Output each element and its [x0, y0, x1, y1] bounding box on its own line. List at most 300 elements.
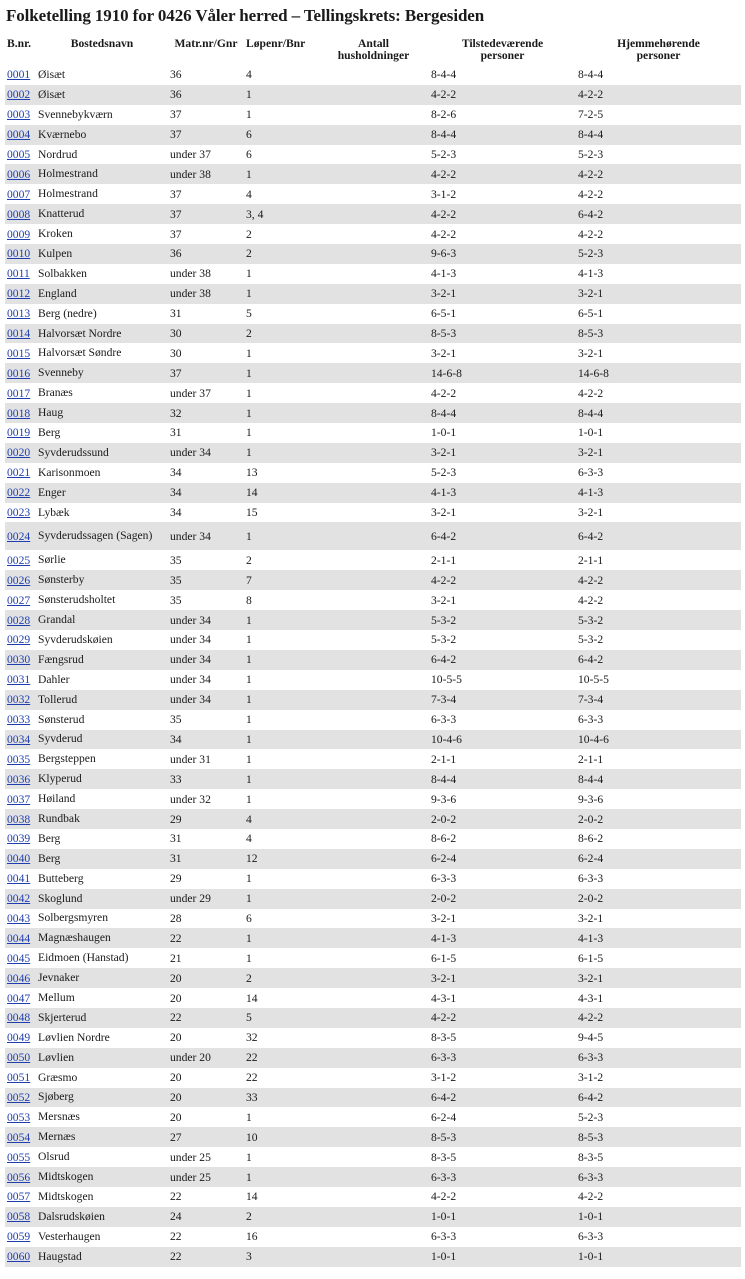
bnr-link[interactable]: 0015	[7, 346, 31, 360]
cell-bostedsnavn: Skjerterud	[36, 1008, 168, 1028]
bnr-link[interactable]: 0030	[7, 653, 31, 667]
cell-matr: under 34	[168, 610, 244, 630]
cell-matr: 37	[170, 227, 182, 241]
cell-hjemme: 2-0-2	[576, 809, 741, 829]
bnr-link[interactable]: 0023	[7, 506, 31, 520]
table-row	[5, 570, 741, 590]
table-row	[5, 522, 741, 550]
table-row	[5, 730, 741, 750]
cell-antall	[318, 1028, 429, 1048]
bnr-link[interactable]: 0040	[7, 852, 31, 866]
bnr-link[interactable]: 0006	[7, 167, 31, 181]
cell-bostedsnavn: Tollerud	[36, 690, 168, 710]
cell-bostedsnavn: Solbakken	[38, 266, 87, 280]
bnr-link[interactable]: 0031	[7, 673, 31, 687]
cell-lopenr: 8	[246, 593, 252, 607]
bnr-link[interactable]: 0038	[7, 812, 31, 826]
cell-bnr	[5, 244, 36, 264]
cell-lopenr: 1	[244, 1167, 318, 1187]
cell-hjemme: 8-6-2	[578, 832, 604, 846]
cell-bostedsnavn: Knatterud	[36, 204, 168, 224]
bnr-link[interactable]: 0005	[7, 148, 31, 161]
cell-tilstede: 3-1-2	[431, 187, 457, 201]
cell-bnr	[5, 1227, 36, 1247]
cell-bnr	[5, 343, 36, 363]
cell-lopenr: 5	[246, 307, 252, 321]
cell-bnr	[5, 224, 36, 244]
cell-bnr	[5, 590, 36, 610]
cell-antall	[318, 204, 429, 224]
bnr-link[interactable]: 0052	[7, 1090, 31, 1104]
bnr-link[interactable]: 0046	[7, 971, 31, 985]
cell-antall	[318, 650, 429, 670]
col-header-tilstede	[429, 36, 576, 65]
cell-tilstede: 6-5-1	[431, 307, 457, 321]
cell-tilstede: 8-4-4	[429, 403, 576, 423]
cell-hjemme: 2-1-1	[578, 752, 604, 766]
cell-matr: 20	[168, 968, 244, 988]
cell-bnr	[5, 184, 36, 204]
bnr-link[interactable]: 0008	[7, 207, 31, 221]
cell-antall	[318, 105, 429, 125]
cell-antall	[318, 630, 429, 650]
cell-tilstede: 4-2-2	[431, 227, 457, 241]
bnr-link[interactable]: 0016	[7, 366, 31, 380]
table-body	[5, 65, 741, 1267]
cell-matr: 22	[170, 1230, 182, 1244]
cell-antall	[318, 522, 429, 550]
cell-bostedsnavn: Dalsrudskøien	[36, 1207, 168, 1227]
cell-tilstede: 4-1-3	[429, 928, 576, 948]
cell-lopenr: 1	[244, 403, 318, 423]
bnr-link[interactable]: 0045	[7, 951, 31, 965]
cell-antall	[318, 224, 429, 244]
cell-hjemme: 8-4-4	[576, 403, 741, 423]
cell-bostedsnavn: Jevnaker	[36, 968, 168, 988]
cell-tilstede: 6-4-2	[429, 650, 576, 670]
cell-tilstede: 2-0-2	[429, 889, 576, 909]
cell-hjemme: 1-0-1	[578, 426, 604, 440]
cell-lopenr: 1	[244, 769, 318, 789]
cell-tilstede: 4-1-3	[431, 267, 457, 281]
cell-antall	[318, 1048, 429, 1068]
bnr-link[interactable]: 0057	[7, 1190, 31, 1204]
cell-lopenr: 22	[244, 1048, 318, 1068]
cell-bnr	[5, 869, 36, 889]
cell-matr: 30	[170, 346, 182, 360]
cell-hjemme: 3-2-1	[578, 506, 604, 520]
table-row	[5, 590, 741, 610]
cell-bnr	[5, 730, 36, 750]
cell-lopenr: 1	[246, 1110, 252, 1124]
cell-bostedsnavn: Berg (nedre)	[38, 306, 97, 320]
cell-bostedsnavn: Lybæk	[38, 505, 70, 519]
cell-bnr	[5, 550, 36, 570]
cell-matr: under 37	[170, 386, 211, 400]
cell-bnr	[5, 204, 36, 224]
cell-matr: 29	[168, 809, 244, 829]
cell-hjemme: 6-3-3	[578, 466, 604, 480]
cell-hjemme: 1-0-1	[576, 1207, 741, 1227]
cell-bnr	[5, 403, 36, 423]
cell-lopenr: 1	[246, 951, 252, 965]
cell-bnr	[5, 463, 36, 483]
cell-lopenr: 3, 4	[244, 204, 318, 224]
cell-bnr	[5, 264, 36, 284]
col-header-tilstede-line2: personer	[480, 49, 525, 62]
bnr-link[interactable]: 0010	[7, 247, 31, 261]
cell-bostedsnavn: Græsmo	[38, 1070, 78, 1084]
table-row	[5, 363, 741, 383]
bnr-link[interactable]: 0029	[7, 633, 31, 647]
bnr-link[interactable]: 0007	[7, 187, 31, 201]
cell-hjemme: 4-2-2	[578, 1190, 604, 1204]
cell-bostedsnavn: England	[36, 284, 168, 304]
cell-matr: under 32	[170, 792, 211, 806]
table-row	[5, 184, 741, 204]
cell-lopenr: 1	[246, 713, 252, 727]
cell-bnr	[5, 690, 36, 710]
table-row	[5, 809, 741, 829]
cell-antall	[318, 610, 429, 630]
cell-matr: under 34	[168, 650, 244, 670]
cell-antall	[318, 1187, 429, 1207]
cell-tilstede: 8-3-5	[431, 1031, 457, 1045]
cell-hjemme: 5-2-3	[578, 148, 604, 161]
cell-antall	[318, 789, 429, 809]
bnr-link[interactable]: 0017	[7, 386, 31, 400]
cell-matr: 31	[170, 307, 182, 321]
cell-bnr	[5, 503, 36, 523]
table-row	[5, 1068, 741, 1088]
table-row	[5, 1147, 741, 1167]
bnr-link[interactable]: 0026	[7, 573, 31, 587]
cell-antall	[318, 1167, 429, 1187]
table-row	[5, 1107, 741, 1127]
cell-antall	[318, 909, 429, 929]
cell-matr: 31	[168, 849, 244, 869]
cell-tilstede: 1-0-1	[431, 426, 457, 440]
bnr-link[interactable]: 0055	[7, 1150, 31, 1164]
cell-antall	[318, 869, 429, 889]
col-header-antall	[318, 36, 429, 65]
cell-lopenr: 1	[246, 633, 252, 647]
cell-matr: 22	[168, 1247, 244, 1267]
cell-hjemme: 5-3-2	[578, 633, 604, 647]
cell-lopenr: 32	[246, 1031, 258, 1045]
cell-tilstede: 4-3-1	[431, 991, 457, 1005]
table-row	[5, 423, 741, 443]
cell-tilstede: 8-4-4	[431, 68, 457, 82]
bnr-link[interactable]: 0004	[7, 128, 31, 142]
cell-bnr	[5, 889, 36, 909]
bnr-link[interactable]: 0041	[7, 872, 31, 886]
cell-matr: under 34	[168, 690, 244, 710]
bnr-link[interactable]: 0021	[7, 466, 31, 480]
cell-hjemme: 6-4-2	[576, 1088, 741, 1108]
col-header-matr: Matr.nr/Gnr	[174, 37, 238, 50]
cell-bostedsnavn: Løvlien	[36, 1048, 168, 1068]
table-row	[5, 769, 741, 789]
bnr-link[interactable]: 0058	[7, 1210, 31, 1224]
cell-matr: 22	[170, 1190, 182, 1204]
table-row	[5, 909, 741, 929]
cell-bnr	[5, 630, 36, 650]
bnr-link[interactable]: 0054	[7, 1130, 31, 1144]
cell-matr: under 25	[168, 1167, 244, 1187]
table-row	[5, 610, 741, 630]
cell-matr: 22	[168, 1008, 244, 1028]
cell-bostedsnavn: Berg	[38, 831, 61, 845]
bnr-link[interactable]: 0002	[7, 88, 31, 102]
cell-tilstede: 8-3-5	[431, 1150, 457, 1164]
cell-bostedsnavn: Klyperud	[36, 769, 168, 789]
cell-lopenr: 10	[244, 1127, 318, 1147]
table-row	[5, 1048, 741, 1068]
cell-matr: 36	[170, 68, 182, 82]
cell-lopenr: 1	[246, 426, 252, 440]
cell-antall	[318, 483, 429, 503]
bnr-link[interactable]: 0042	[7, 892, 31, 906]
cell-bnr	[5, 105, 36, 125]
bnr-link[interactable]: 0022	[7, 486, 31, 500]
cell-hjemme: 3-2-1	[578, 346, 604, 360]
bnr-link[interactable]: 0035	[7, 752, 31, 766]
bnr-link[interactable]: 0018	[7, 406, 31, 420]
bnr-link[interactable]: 0044	[7, 931, 31, 945]
cell-tilstede: 1-0-1	[429, 1247, 576, 1267]
bnr-link[interactable]: 0049	[7, 1031, 31, 1045]
bnr-link[interactable]: 0009	[7, 227, 31, 241]
bnr-link[interactable]: 0037	[7, 792, 31, 806]
bnr-link[interactable]: 0050	[7, 1051, 31, 1065]
cell-tilstede: 6-3-3	[429, 1048, 576, 1068]
bnr-link[interactable]: 0056	[7, 1170, 31, 1184]
cell-hjemme: 6-3-3	[578, 713, 604, 727]
bnr-link[interactable]: 0028	[7, 613, 31, 627]
cell-hjemme: 9-3-6	[578, 792, 604, 806]
table-row	[5, 244, 741, 264]
cell-hjemme: 5-2-3	[576, 244, 741, 264]
cell-matr: 31	[170, 832, 182, 846]
bnr-link[interactable]: 0014	[7, 327, 31, 341]
cell-tilstede: 6-4-2	[429, 522, 576, 550]
cell-antall	[318, 670, 429, 690]
cell-bostedsnavn: Syvderud	[36, 730, 168, 750]
cell-antall	[318, 1247, 429, 1267]
cell-bnr	[5, 164, 36, 184]
cell-hjemme: 4-2-2	[576, 85, 741, 105]
cell-matr: 29	[170, 872, 182, 886]
bnr-link[interactable]: 0039	[7, 832, 31, 846]
bnr-link[interactable]: 0032	[7, 693, 31, 707]
cell-bnr	[5, 1207, 36, 1227]
cell-bostedsnavn: Halvorsæt Søndre	[38, 346, 122, 360]
cell-tilstede: 6-1-5	[431, 951, 457, 965]
cell-matr: 35	[168, 570, 244, 590]
cell-bnr	[5, 483, 36, 503]
cell-tilstede: 6-2-4	[429, 849, 576, 869]
cell-hjemme: 6-4-2	[576, 204, 741, 224]
cell-bostedsnavn: Grandal	[36, 610, 168, 630]
cell-tilstede: 4-2-2	[429, 1008, 576, 1028]
cell-hjemme: 6-3-3	[576, 1167, 741, 1187]
cell-bostedsnavn: Solbergsmyren	[38, 911, 108, 925]
cell-bostedsnavn: Løvlien Nordre	[38, 1030, 110, 1044]
cell-bostedsnavn: Holmestrand	[38, 187, 98, 201]
col-header-antall-line2: husholdninger	[337, 49, 410, 62]
cell-lopenr: 1	[244, 730, 318, 750]
bnr-link[interactable]: 0024	[7, 529, 31, 543]
table-row	[5, 1127, 741, 1147]
census-table	[5, 36, 741, 1267]
col-header-tilstede-line1: Tilstedeværende	[461, 37, 544, 50]
cell-lopenr: 1	[246, 346, 252, 360]
cell-bostedsnavn: Holmestrand	[36, 164, 168, 184]
cell-hjemme: 3-2-1	[576, 443, 741, 463]
cell-hjemme: 7-2-5	[578, 108, 604, 122]
bnr-link[interactable]: 0053	[7, 1110, 31, 1124]
cell-matr: 36	[168, 85, 244, 105]
cell-bnr	[5, 1088, 36, 1108]
cell-hjemme: 6-1-5	[578, 951, 604, 965]
cell-matr: under 37	[170, 148, 211, 161]
cell-bostedsnavn: Kværnebo	[36, 125, 168, 145]
cell-antall	[318, 65, 429, 85]
table-row	[5, 829, 741, 849]
cell-matr: under 34	[170, 633, 211, 647]
bnr-link[interactable]: 0043	[7, 911, 31, 925]
cell-matr: 20	[168, 1088, 244, 1108]
table-row	[5, 1167, 741, 1187]
bnr-link[interactable]: 0011	[7, 267, 30, 281]
table-row	[5, 928, 741, 948]
cell-bostedsnavn: Syvderudssund	[36, 443, 168, 463]
cell-bnr	[5, 363, 36, 383]
cell-bnr	[5, 1048, 36, 1068]
cell-lopenr: 1	[244, 889, 318, 909]
cell-lopenr: 1	[246, 673, 252, 687]
table-row	[5, 1008, 741, 1028]
table-row	[5, 1247, 741, 1267]
cell-bnr	[5, 324, 36, 344]
cell-bostedsnavn: Nordrud	[38, 147, 78, 161]
bnr-link[interactable]: 0003	[7, 108, 31, 122]
bnr-link[interactable]: 0047	[7, 991, 31, 1005]
bnr-link[interactable]: 0048	[7, 1011, 31, 1025]
cell-tilstede: 8-2-6	[431, 108, 457, 122]
cell-bostedsnavn: Mellum	[38, 991, 75, 1005]
bnr-link[interactable]: 0027	[7, 593, 31, 607]
bnr-link[interactable]: 0059	[7, 1230, 31, 1244]
col-header-hjemme-line1: Hjemmehørende	[617, 37, 700, 50]
cell-hjemme: 3-1-2	[578, 1071, 604, 1085]
cell-lopenr: 2	[246, 227, 252, 241]
cell-matr: 28	[170, 911, 182, 925]
table-row	[5, 849, 741, 869]
cell-tilstede: 8-6-2	[431, 832, 457, 846]
cell-tilstede: 4-2-2	[429, 570, 576, 590]
cell-lopenr: 1	[246, 386, 252, 400]
bnr-link[interactable]: 0001	[7, 68, 31, 82]
cell-antall	[318, 403, 429, 423]
cell-tilstede: 5-3-2	[429, 610, 576, 630]
cell-lopenr: 3	[244, 1247, 318, 1267]
cell-antall	[318, 443, 429, 463]
bnr-link[interactable]: 0025	[7, 553, 31, 567]
cell-bnr	[5, 1127, 36, 1147]
cell-matr: 32	[168, 403, 244, 423]
cell-bostedsnavn: Midtskogen	[38, 1189, 94, 1203]
cell-bostedsnavn: Svennebykværn	[38, 107, 113, 121]
table-row	[5, 483, 741, 503]
cell-bostedsnavn: Bergsteppen	[38, 752, 96, 766]
cell-lopenr: 2	[244, 968, 318, 988]
table-row	[5, 1088, 741, 1108]
cell-bnr	[5, 65, 36, 85]
cell-matr: 34	[170, 506, 182, 520]
bnr-link[interactable]: 0019	[7, 426, 31, 440]
cell-bostedsnavn: Enger	[36, 483, 168, 503]
cell-bostedsnavn: Sønsterudsholtet	[38, 593, 116, 607]
cell-lopenr: 7	[244, 570, 318, 590]
cell-antall	[318, 948, 429, 968]
cell-bostedsnavn: Halvorsæt Nordre	[36, 324, 168, 344]
cell-tilstede: 4-2-2	[429, 85, 576, 105]
cell-tilstede: 9-3-6	[431, 792, 457, 806]
bnr-link[interactable]: 0034	[7, 732, 31, 746]
cell-hjemme: 4-2-2	[578, 227, 604, 241]
table-row	[5, 304, 741, 324]
cell-tilstede: 3-2-1	[431, 506, 457, 520]
col-header-lopenr: Løpenr/Bnr	[246, 37, 306, 50]
bnr-link[interactable]: 0060	[7, 1250, 31, 1264]
cell-bostedsnavn: Skoglund	[36, 889, 168, 909]
bnr-link[interactable]: 0033	[7, 713, 31, 727]
bnr-link[interactable]: 0012	[7, 287, 31, 301]
cell-bnr	[5, 968, 36, 988]
cell-lopenr: 1	[244, 928, 318, 948]
cell-bostedsnavn: Mersnæs	[38, 1110, 80, 1124]
cell-tilstede: 3-2-1	[429, 443, 576, 463]
cell-antall	[318, 1127, 429, 1147]
cell-bnr	[5, 829, 36, 849]
table-row	[5, 403, 741, 423]
cell-antall	[318, 928, 429, 948]
cell-bostedsnavn: Butteberg	[38, 871, 84, 885]
cell-antall	[318, 809, 429, 829]
cell-bnr	[5, 304, 36, 324]
cell-hjemme: 6-4-2	[576, 650, 741, 670]
bnr-link[interactable]: 0020	[7, 446, 31, 460]
cell-matr: 37	[170, 187, 182, 201]
cell-bostedsnavn: Sønsterby	[36, 570, 168, 590]
cell-tilstede: 4-1-3	[429, 483, 576, 503]
bnr-link[interactable]: 0013	[7, 307, 31, 321]
cell-hjemme: 4-3-1	[578, 991, 604, 1005]
cell-bostedsnavn: Syvderudssagen (Sagen)	[36, 522, 168, 550]
cell-tilstede: 2-1-1	[431, 553, 457, 567]
cell-antall	[318, 889, 429, 909]
cell-antall	[318, 264, 429, 284]
bnr-link[interactable]: 0051	[7, 1071, 31, 1085]
cell-antall	[318, 1147, 429, 1167]
cell-matr: 24	[168, 1207, 244, 1227]
cell-matr: under 31	[170, 752, 211, 766]
cell-hjemme: 8-4-4	[578, 68, 604, 82]
cell-lopenr: 4	[246, 68, 252, 82]
bnr-link[interactable]: 0036	[7, 772, 31, 786]
